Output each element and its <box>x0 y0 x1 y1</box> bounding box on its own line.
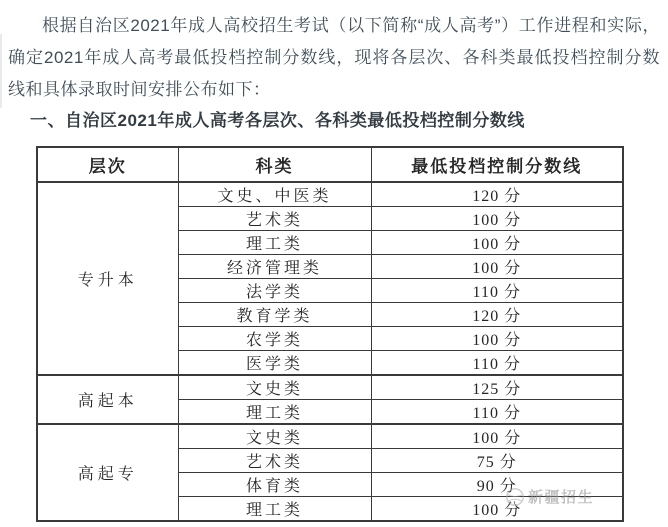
score-cell: 90 分 <box>371 473 623 497</box>
header-level: 层次 <box>37 147 178 182</box>
score-cell: 110 分 <box>371 351 623 376</box>
score-cell: 110 分 <box>371 279 623 303</box>
left-edge-line <box>0 34 2 108</box>
score-cell: 75 分 <box>371 449 623 473</box>
category-cell: 理工类 <box>178 400 371 425</box>
category-cell: 农学类 <box>178 327 371 351</box>
score-cell: 120 分 <box>371 303 623 327</box>
watermark-label: 新疆招生 <box>528 489 595 506</box>
score-cell: 125 分 <box>371 375 623 400</box>
header-score: 最低投档控制分数线 <box>371 147 623 182</box>
category-cell: 体育类 <box>178 473 371 497</box>
score-cell: 120 分 <box>371 182 623 207</box>
table-row <box>37 424 623 449</box>
category-cell: 法学类 <box>178 279 371 303</box>
category-cell: 文史类 <box>178 424 371 449</box>
score-cell: 100 分 <box>371 255 623 279</box>
score-cell: 100 分 <box>371 424 623 449</box>
category-cell: 经济管理类 <box>178 255 371 279</box>
section-heading: 一、自治区2021年成人高考各层次、各科类最低投档控制分数线 <box>30 111 525 130</box>
category-cell: 理工类 <box>178 497 371 522</box>
intro-paragraph: 根据自治区2021年成人高校招生考试（以下简称“成人高考”）工作进程和实际，确定2021年成人高考最低投档控制分数线，现将各层次、各科类最低投档控制分数线和具体录取时间安排公布如下： <box>8 16 660 99</box>
level-cell: 高起本 <box>37 375 178 424</box>
table-header-row <box>37 147 623 182</box>
category-cell: 艺术类 <box>178 207 371 231</box>
table-row <box>37 375 623 400</box>
category-cell: 文史类 <box>178 375 371 400</box>
level-cell: 高起专 <box>37 424 178 521</box>
category-cell: 文史、中医类 <box>178 182 371 207</box>
score-cell: 100 分 <box>371 327 623 351</box>
level-cell: 专升本 <box>37 182 178 375</box>
score-table-body <box>37 182 623 521</box>
category-cell: 艺术类 <box>178 449 371 473</box>
category-cell: 医学类 <box>178 351 371 376</box>
table-row <box>37 182 623 207</box>
score-cell: 100 分 <box>371 207 623 231</box>
category-cell: 教育学类 <box>178 303 371 327</box>
score-table <box>36 146 624 522</box>
score-cell: 110 分 <box>371 400 623 425</box>
score-cell: 100 分 <box>371 497 623 522</box>
category-cell: 理工类 <box>178 231 371 255</box>
header-category: 科类 <box>178 147 371 182</box>
score-cell: 100 分 <box>371 231 623 255</box>
